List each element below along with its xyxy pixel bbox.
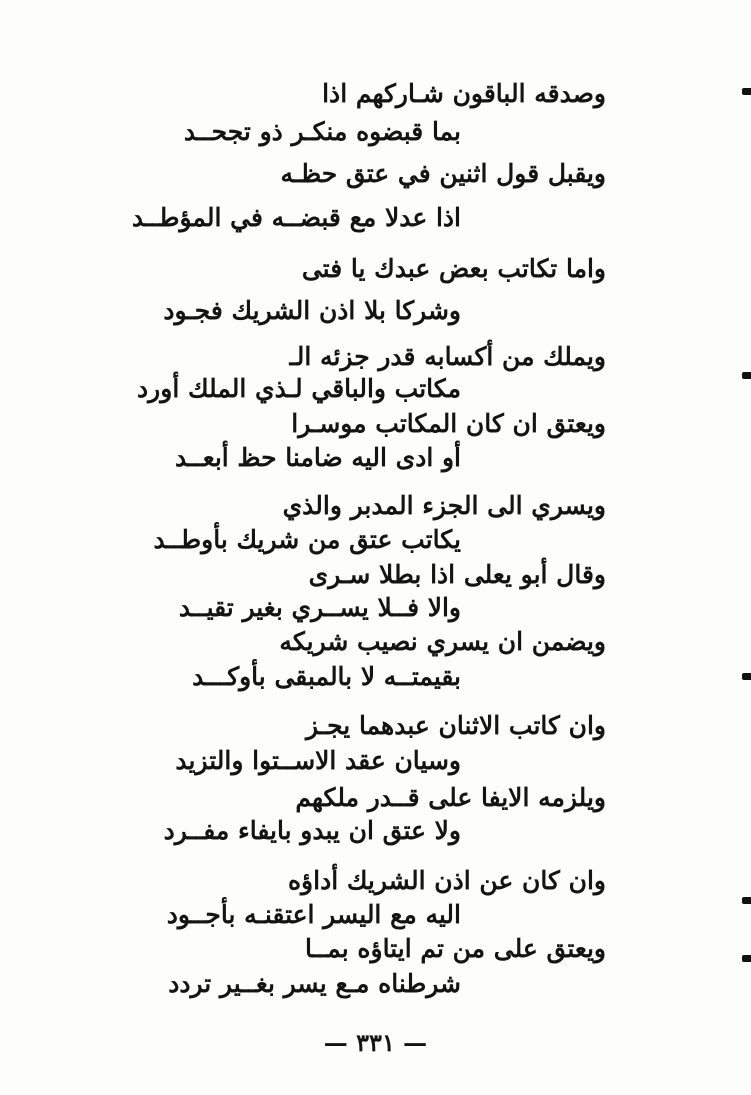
verse-2-second-hemistich: اذا عدلا مع قبضــه في المؤطــد (131, 203, 461, 232)
verse-12-first-hemistich: ويعتق على من تم ايتاؤه بمــا (305, 934, 606, 963)
verse-6-second-hemistich: يكاتب عتق من شريك بأوطــد (153, 525, 461, 554)
verse-10-first-hemistich: ويلزمه الايفا على قــدر ملكهم (295, 783, 606, 812)
verse-2-first-hemistich: ويقبل قول اثنين في عتق حظـه (280, 159, 606, 188)
verse-3-first-hemistich: واما تكاتب بعض عبدك يا فتى (301, 254, 606, 283)
verse-5-second-hemistich: أو ادى اليه ضامنا حظ أبعــد (174, 443, 461, 472)
verse-4-second-hemistich: مكاتب والباقي لـذي الملك أورد (137, 374, 461, 403)
verse-12-second-hemistich: شرطناه مـع يسر بغــير تردد (168, 969, 461, 998)
page-number: — ٣٣١ — (323, 1028, 428, 1057)
verse-11-first-hemistich: وان كان عن اذن الشريك أداؤه (287, 866, 606, 895)
verse-3-second-hemistich: وشركا بلا اذن الشريك فجـود (163, 296, 461, 325)
verse-11-second-hemistich: اليه مع اليسر اعتقنـه بأجــود (166, 900, 461, 929)
verse-7-first-hemistich: وقال أبو يعلى اذا بطلا سـرى (308, 560, 606, 589)
verse-1-first-hemistich: وصدقه الباقون شـاركهم اذا (322, 79, 606, 108)
verse-7-second-hemistich: والا فــلا يســري بغير تقيــد (178, 593, 461, 622)
margin-mark (742, 372, 751, 379)
margin-mark (742, 955, 751, 962)
margin-mark (742, 897, 751, 904)
verse-4-first-hemistich: ويملك من أكسابه قدر جزئه الـ (289, 342, 606, 371)
margin-mark (742, 88, 751, 95)
verse-8-second-hemistich: بقيمتــه لا بالمبقى بأوكـــد (192, 662, 461, 691)
verse-9-second-hemistich: وسيان عقد الاســتوا والتزيد (175, 746, 461, 775)
verse-9-first-hemistich: وان كاتب الاثنان عبدهما يجـز (306, 711, 606, 740)
margin-mark (742, 673, 751, 680)
verse-5-first-hemistich: ويعتق ان كان المكاتب موسـرا (291, 409, 606, 438)
verse-6-first-hemistich: ويسري الى الجزء المدبر والذي (282, 491, 606, 520)
verse-10-second-hemistich: ولا عتق ان يبدو بايفاء مفــرد (163, 816, 461, 845)
verse-1-second-hemistich: بما قبضوه منكـر ذو تجحــد (183, 117, 461, 146)
verse-8-first-hemistich: ويضمن ان يسري نصيب شريكه (279, 627, 606, 656)
